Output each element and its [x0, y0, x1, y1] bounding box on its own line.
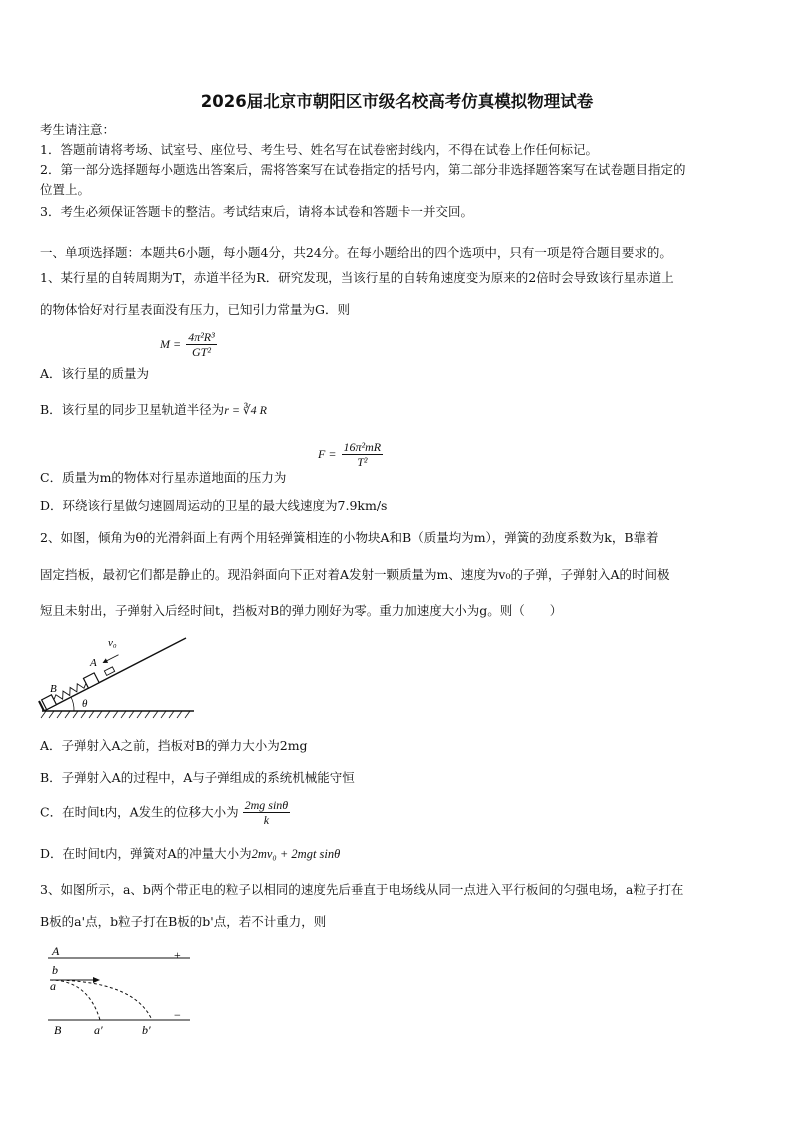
label-plate-b: B — [54, 1023, 62, 1037]
fraction-denominator: T² — [357, 455, 368, 469]
q1-option-a-formula — [160, 330, 217, 359]
notice-heading: 考生请注意： — [40, 122, 116, 137]
fraction — [186, 330, 217, 359]
q2-stem-line3: 短且未射出，子弹射入后经时间t，挡板对B的弹力刚好为零。重力加速度大小为g。则（ ） — [40, 603, 563, 618]
fraction-numerator: 2mg sinθ — [244, 798, 289, 812]
label-a-prime: a′ — [94, 1023, 103, 1037]
notice-item: 2．第一部分选择题每小题选出答案后，需将答案写在试卷指定的括号内，第二部分非选择题答案写在试卷题目指定的 — [40, 162, 686, 177]
fraction-denominator: k — [263, 813, 270, 827]
fraction-numerator: 4π²R³ — [188, 330, 215, 344]
label-v0: v₀ — [108, 637, 117, 649]
q1-option-b — [40, 402, 267, 418]
q1-option-a-text: A．该行星的质量为 — [40, 366, 150, 381]
q1-option-c: C．质量为m的物体对行星赤道地面的压力为 — [40, 470, 287, 485]
label-a-particle: a — [50, 979, 56, 993]
label-minus: − — [174, 1008, 181, 1022]
q2-option-c-text: C．在时间t内，A发生的位移大小为 — [40, 804, 239, 820]
formula-lhs: M = — [160, 337, 182, 351]
q2-option-c — [40, 798, 290, 827]
q2-option-d-formula: 2mv₀ + 2mgt sinθ — [251, 847, 341, 861]
q1-stem-line2: 的物体恰好对行星表面没有压力，已知引力常量为G．则 — [40, 302, 350, 317]
q3-stem-line2: B板的a'点，b粒子打在B板的b'点，若不计重力，则 — [40, 914, 327, 929]
label-b-prime: b′ — [142, 1023, 151, 1037]
notice-item: 1．答题前请将考场、试室号、座位号、考生号、姓名写在试卷密封线内，不得在试卷上作任何标记。 — [40, 142, 598, 157]
label-plus: + — [174, 948, 181, 962]
q3-plates-figure — [44, 942, 194, 1037]
section-heading: 一、单项选择题：本题共6小题，每小题4分，共24分。在每小题给出的四个选项中，只有一项是符合题目要求的。 — [40, 245, 672, 260]
formula-lhs: F = — [318, 447, 337, 461]
label-b-particle: b — [52, 963, 58, 977]
label-b: B — [50, 683, 57, 695]
page-title: 2026届北京市朝阳区市级名校高考仿真模拟物理试卷 — [200, 92, 594, 111]
q1-option-c-formula — [318, 440, 383, 469]
q1-option-a — [40, 366, 149, 382]
block-a — [83, 673, 99, 688]
label-a: A — [90, 657, 97, 669]
q2-stem-line2: 固定挡板，最初它们都是静止的。现沿斜面向下正对着A发射一颗质量为m、速度为v₀的子弹，子弹射入A的时间极 — [40, 567, 670, 582]
notice-item: 位置上。 — [40, 182, 91, 197]
q2-option-d-text: D．在时间t内，弹簧对A的冲量大小为 — [40, 846, 252, 861]
entry-arrow-head — [93, 977, 100, 983]
fraction — [342, 440, 384, 469]
q1-option-b-text: B．该行星的同步卫星轨道半径为 — [40, 402, 225, 417]
trajectory-b — [50, 980, 152, 1020]
q1-option-b-formula: r = ∛4 R — [224, 403, 267, 417]
q2-stem-line1: 2、如图，倾角为θ的光滑斜面上有两个用轻弹簧相连的小物块A和B（质量均为m），弹簧的劲度系数为k，B靠着 — [40, 530, 659, 545]
trajectory-a — [50, 980, 100, 1020]
fraction — [243, 798, 291, 827]
label-plate-a: A — [52, 944, 60, 958]
angle-arc — [71, 697, 74, 711]
fraction-denominator: GT² — [191, 345, 211, 359]
bullet — [104, 667, 114, 676]
fraction-numerator: 16π²mR — [343, 440, 382, 454]
q2-incline-figure — [38, 632, 198, 724]
q2-option-d — [40, 846, 340, 862]
q2-option-a: A．子弹射入A之前，挡板对B的弹力大小为2mg — [40, 738, 308, 753]
q3-stem-line1: 3、如图所示，a、b两个带正电的粒子以相同的速度先后垂直于电场线从同一点进入平行板间的匀强电场，a粒子打在 — [40, 882, 684, 897]
ground-hatching — [41, 711, 190, 718]
notice-item: 3．考生必须保证答题卡的整洁。考试结束后，请将本试卷和答题卡一并交回。 — [40, 204, 473, 219]
q1-option-d: D．环绕该行星做匀速圆周运动的卫星的最大线速度为7.9km/s — [40, 498, 388, 513]
label-theta: θ — [82, 698, 88, 710]
q1-stem-line1: 1、某行星的自转周期为T，赤道半径为R．研究发现，当该行星的自转角速度变为原来的2倍时会导致该行星赤道上 — [40, 270, 674, 285]
q2-option-b: B．子弹射入A的过程中，A与子弹组成的系统机械能守恒 — [40, 770, 355, 785]
